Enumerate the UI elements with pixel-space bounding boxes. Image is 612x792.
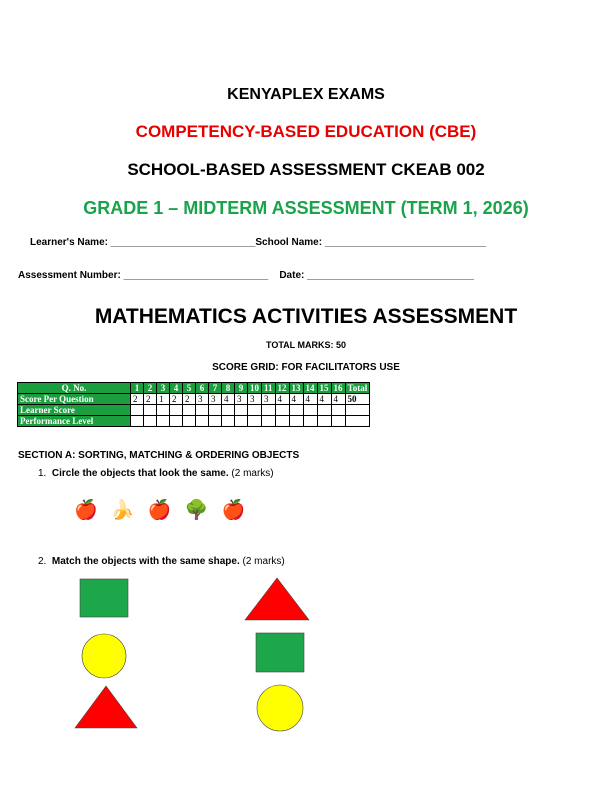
col-header-total: Total (345, 383, 370, 394)
col-header: 3 (157, 383, 170, 394)
score-cell: 4 (289, 394, 303, 405)
col-header: 15 (317, 383, 331, 394)
grade-term-title: GRADE 1 – MIDTERM ASSESSMENT (TERM 1, 2026) (83, 198, 529, 218)
left-yellow-circle-shape[interactable] (82, 634, 126, 678)
total-marks: TOTAL MARKS: 50 (265, 340, 346, 350)
score-cell: 4 (317, 394, 331, 405)
right-red-triangle-shape[interactable] (245, 578, 309, 620)
exam-body-title: KENYAPLEX EXAMS (227, 86, 385, 103)
question-1-marks: (2 marks) (231, 468, 274, 479)
col-header: 16 (331, 383, 345, 394)
col-header: 1 (131, 383, 144, 394)
row-label: Learner Score (18, 405, 131, 416)
date-label: Date: (279, 270, 305, 281)
col-header: 11 (262, 383, 276, 394)
school-name-label: School Name: (255, 237, 323, 248)
learner-name-label: Learner's Name: (30, 237, 108, 248)
date-line[interactable]: ______________________________ (307, 270, 474, 281)
question-1-number: 1. (38, 468, 47, 479)
learner-name-line[interactable]: __________________________ (110, 237, 256, 248)
question-2-text: Match the objects with the same shape. (51, 556, 240, 567)
score-cell: 4 (275, 394, 289, 405)
qno-header: Q. No. (18, 383, 131, 394)
col-header: 6 (196, 383, 209, 394)
score-cell: 2 (170, 394, 183, 405)
right-yellow-circle-shape[interactable] (257, 685, 303, 731)
subject-title: MATHEMATICS ACTIVITIES ASSESSMENT (94, 305, 518, 328)
question-1-text: Circle the objects that look the same. (51, 468, 229, 479)
score-cell: 3 (262, 394, 276, 405)
score-cell: 4 (222, 394, 235, 405)
question-2-marks: (2 marks) (242, 556, 285, 567)
score-cell: 3 (235, 394, 248, 405)
left-red-triangle-shape[interactable] (75, 686, 137, 728)
col-header: 14 (303, 383, 317, 394)
col-header: 5 (183, 383, 196, 394)
col-header: 13 (289, 383, 303, 394)
assessment-title: SCHOOL-BASED ASSESSMENT CKEAB 002 (127, 160, 485, 179)
score-cell: 2 (144, 394, 157, 405)
score-cell: 2 (131, 394, 144, 405)
right-green-square-shape[interactable] (256, 633, 304, 672)
col-header: 4 (170, 383, 183, 394)
row-label: Score Per Question (18, 394, 131, 405)
score-cell: 1 (157, 394, 170, 405)
score-cell: 2 (183, 394, 196, 405)
score-total-cell: 50 (345, 394, 370, 405)
assessment-number-line[interactable]: __________________________ (123, 270, 269, 281)
assessment-number-label: Assessment Number: (18, 270, 121, 281)
score-cell: 4 (331, 394, 345, 405)
score-cell: 3 (248, 394, 262, 405)
question-2-number: 2. (38, 556, 47, 567)
col-header: 12 (275, 383, 289, 394)
row-label: Performance Level (18, 416, 131, 427)
col-header: 7 (209, 383, 222, 394)
col-header: 8 (222, 383, 235, 394)
score-cell: 4 (303, 394, 317, 405)
school-name-line[interactable]: _____________________________ (324, 237, 487, 248)
col-header: 10 (248, 383, 262, 394)
section-a-title: SECTION A: SORTING, MATCHING & ORDERING OBJECTS (18, 450, 300, 461)
col-header: 9 (235, 383, 248, 394)
score-cell: 3 (209, 394, 222, 405)
curriculum-title: COMPETENCY-BASED EDUCATION (CBE) (135, 122, 477, 141)
score-grid-title: SCORE GRID: FOR FACILITATORS USE (212, 362, 400, 373)
left-green-square-shape[interactable] (80, 579, 128, 617)
col-header: 2 (144, 383, 157, 394)
score-cell: 3 (196, 394, 209, 405)
question-1-objects[interactable]: 🍎 🍌 🍎 🌳 🍎 (74, 500, 250, 521)
